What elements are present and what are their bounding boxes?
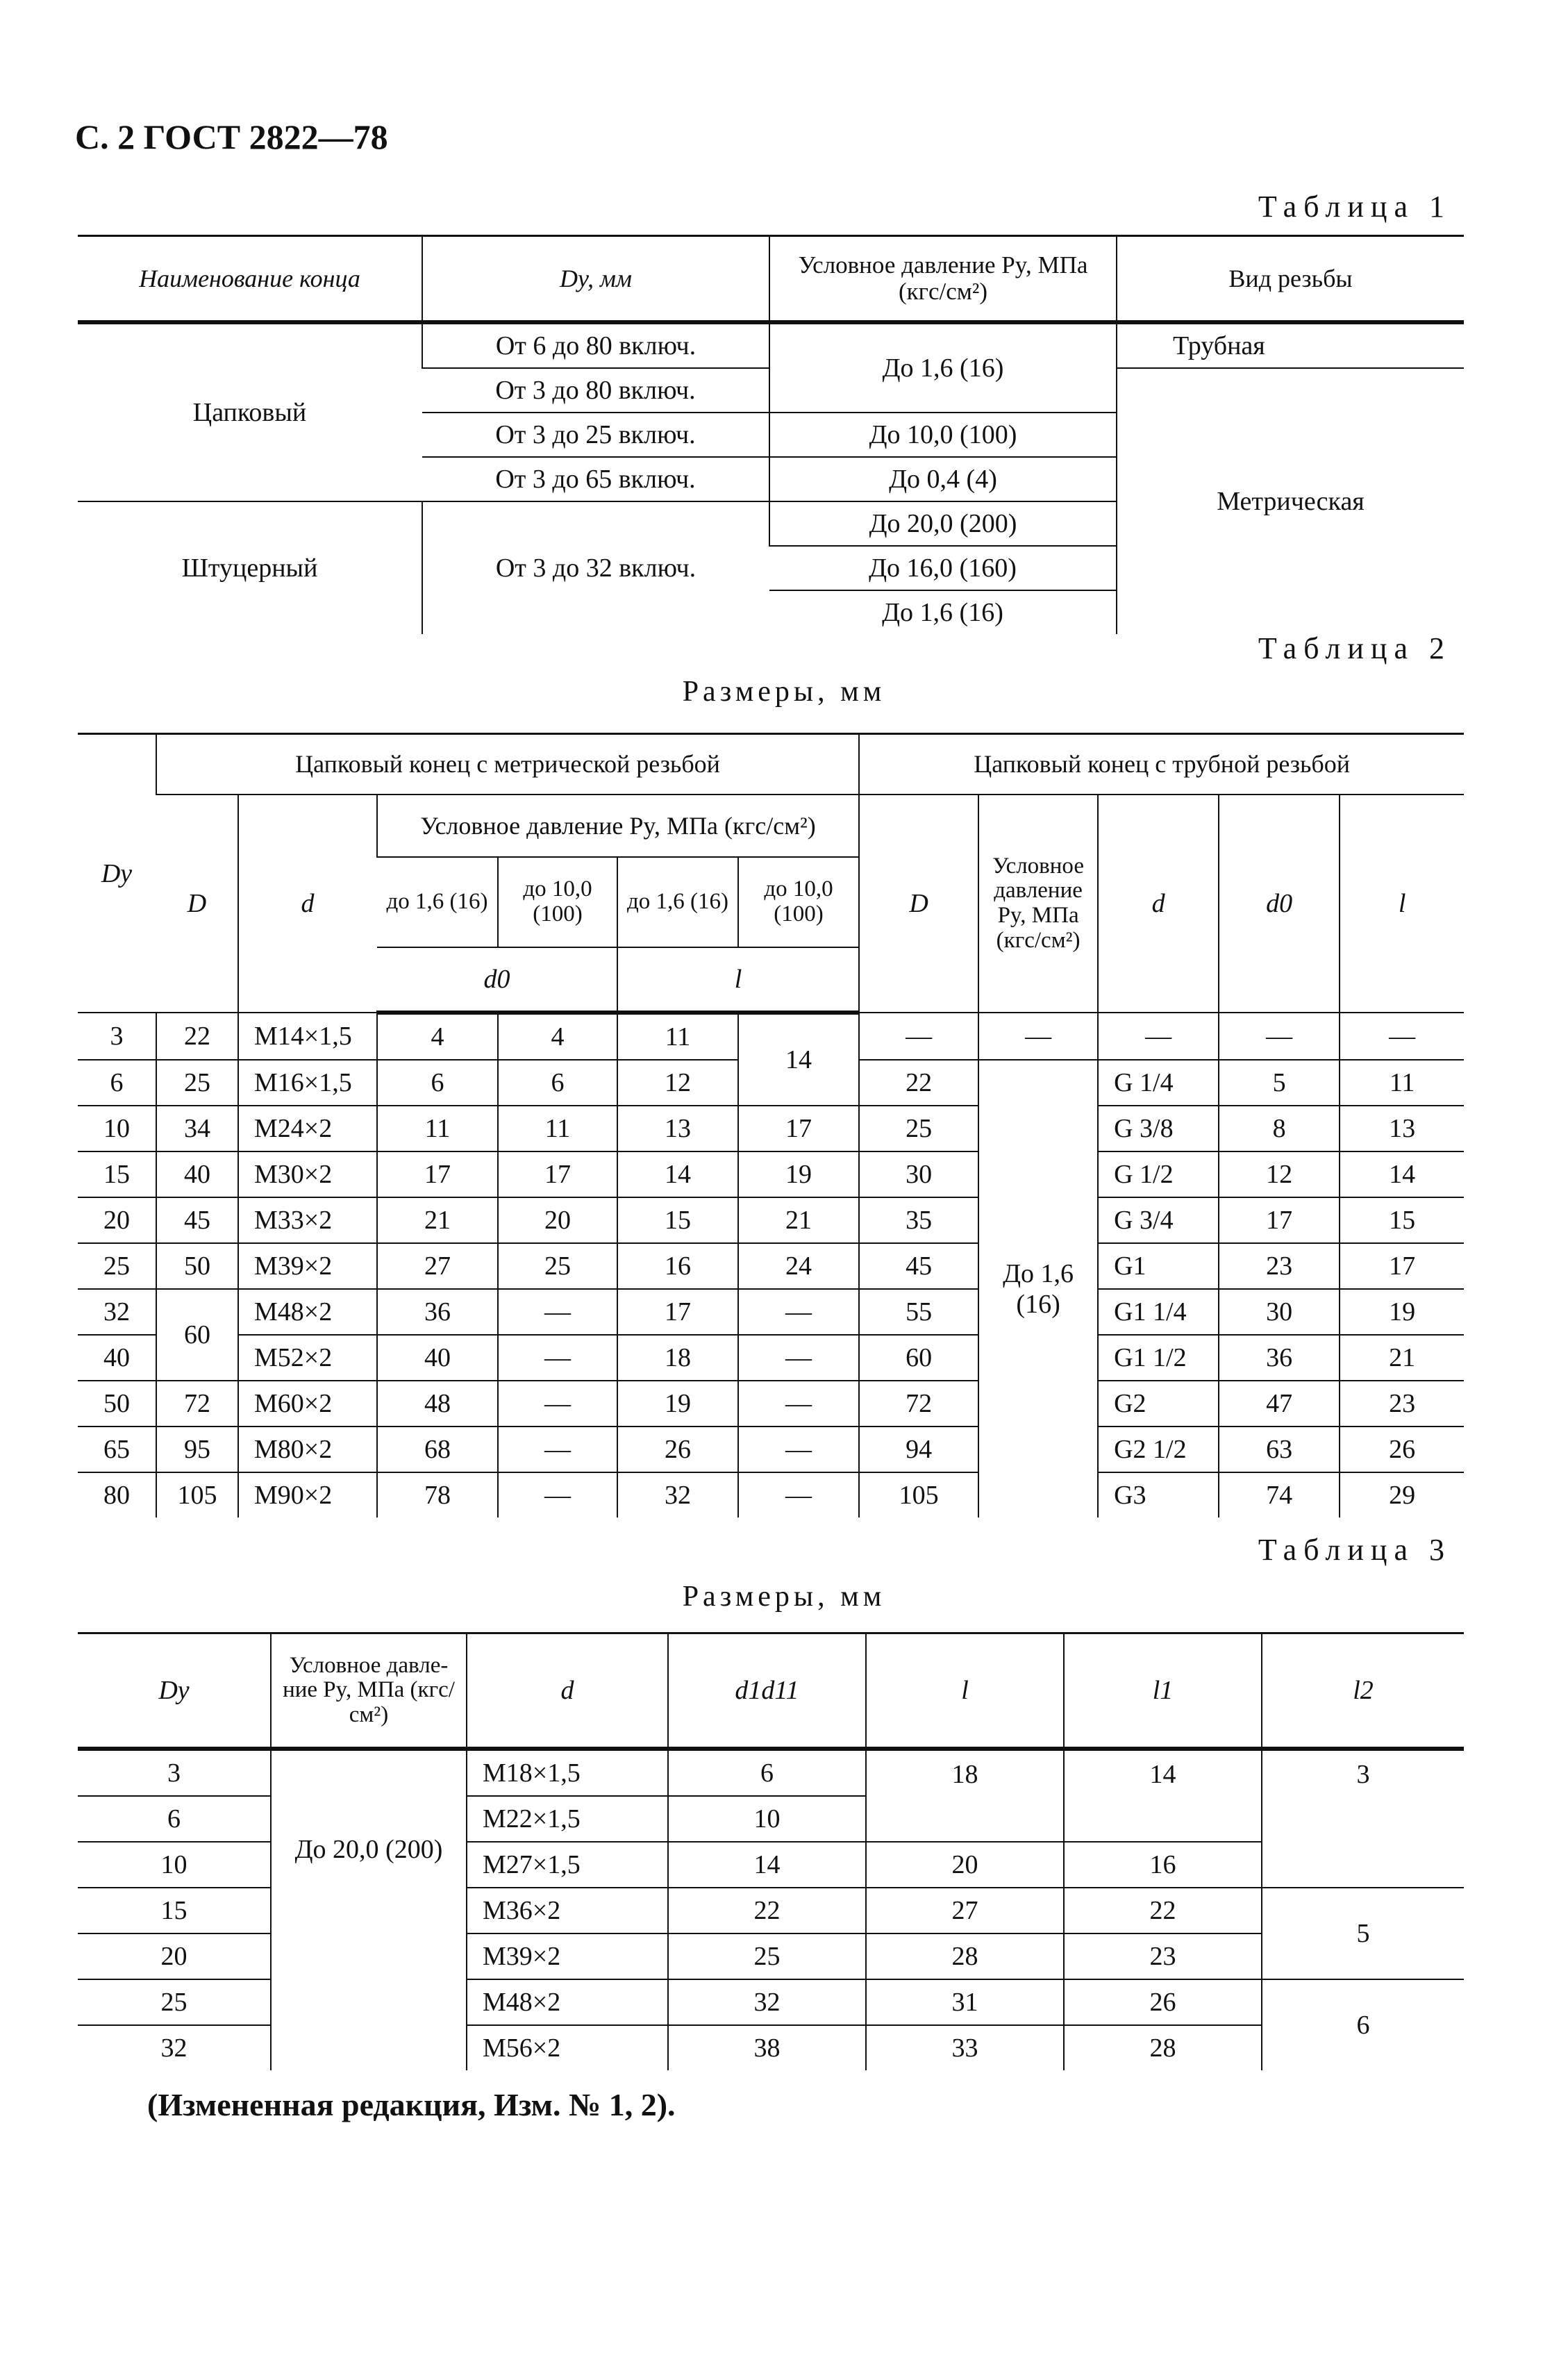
t3-header-l2: l2: [1262, 1633, 1464, 1749]
t3-cell: 32: [160, 2034, 187, 2063]
t2-cell: 40: [156, 1151, 238, 1197]
t2-header-d: d: [238, 795, 377, 1013]
t3-cell: 10: [78, 1842, 271, 1888]
t2-header-pressure: Условное давление Py, МПа (кгс/см²): [377, 795, 859, 857]
t2-cell: 20: [78, 1197, 156, 1243]
t2-cell: —: [738, 1289, 859, 1335]
t2-cell: —: [1219, 1013, 1340, 1060]
t2-cell: 48: [377, 1381, 498, 1427]
t2-cell: G2 1/2: [1098, 1427, 1219, 1472]
t3-cell: 20: [866, 1842, 1064, 1888]
t2-cell: 25: [498, 1243, 617, 1289]
t2-cell: 78: [377, 1472, 498, 1517]
t3-cell-l-merged: 18: [866, 1749, 1064, 1842]
t2-cell: 11: [1340, 1060, 1464, 1106]
t3-header-d1: d1d11: [668, 1633, 866, 1749]
t3-cell: 14: [668, 1842, 866, 1888]
t1-cell-pipe: Трубная: [1117, 322, 1464, 368]
t1-cell-p4: До 0,4 (4): [769, 457, 1117, 501]
t2-cell: 105: [859, 1472, 978, 1517]
t2-cell: —: [498, 1381, 617, 1427]
t2-cell: 50: [78, 1381, 156, 1427]
t2-header-p16b: до 1,6 (16): [617, 857, 738, 947]
t2-header-p16a: до 1,6 (16): [377, 857, 498, 947]
t2-cell: 45: [859, 1243, 978, 1289]
t2-cell: 3: [78, 1013, 156, 1060]
t2-cell: 95: [156, 1427, 238, 1472]
table3-caption: Таблица 3: [1258, 1533, 1451, 1567]
t2-cell: G 3/8: [1098, 1106, 1219, 1151]
t2-header-l: l: [617, 947, 859, 1013]
t3-cell: M18×1,5: [467, 1749, 668, 1796]
t3-cell: 6: [668, 1749, 866, 1796]
t2-cell: 15: [1340, 1197, 1464, 1243]
t2-cell: —: [1340, 1013, 1464, 1060]
t2-cell: 17: [617, 1289, 738, 1335]
t2-cell: 11: [377, 1106, 498, 1151]
t2-cell: 15: [78, 1151, 156, 1197]
t2-cell: G 1/4: [1098, 1060, 1219, 1106]
t2-cell: M90×2: [238, 1472, 377, 1517]
t2-cell: 34: [156, 1106, 238, 1151]
t2-cell: —: [498, 1472, 617, 1517]
t1-cell-dy3: От 3 до 25 включ.: [422, 413, 769, 457]
t2-cell: 80: [103, 1481, 130, 1510]
t2-cell: 14: [1340, 1151, 1464, 1197]
table3-units: Размеры, мм: [682, 1581, 886, 1613]
t2-cell: 6: [498, 1060, 617, 1106]
t3-cell-l2-merged-b: 5: [1262, 1888, 1464, 1979]
t2-cell: 20: [498, 1197, 617, 1243]
t3-cell: 16: [1064, 1842, 1262, 1888]
t3-cell: 28: [1064, 2025, 1262, 2070]
t2-cell: 68: [377, 1427, 498, 1472]
t2-cell: M14×1,5: [238, 1013, 377, 1060]
t2-cell: 23: [1219, 1243, 1340, 1289]
t2-cell: 74: [1219, 1472, 1340, 1517]
t2-cell: 17: [377, 1151, 498, 1197]
t2-cell: 94: [859, 1427, 978, 1472]
t2-cell: 32: [617, 1472, 738, 1517]
t2-header-D: D: [156, 795, 238, 1013]
t3-cell: 15: [78, 1888, 271, 1933]
t2-header-p100a: до 10,0 (100): [498, 857, 617, 947]
t2-cell: 19: [617, 1381, 738, 1427]
t1-cell-metric: Метрическая: [1117, 368, 1464, 634]
t3-cell: M48×2: [467, 1979, 668, 2025]
t1-cell-shtutserny: Штуцерный: [181, 554, 318, 583]
t2-header-p100b: до 10,0 (100): [738, 857, 859, 947]
t3-header-dy: Dy: [78, 1633, 271, 1749]
t2-cell-D-merged: 60: [156, 1289, 238, 1381]
t1-cell-p5: До 20,0 (200): [769, 501, 1117, 546]
t2-cell: 36: [377, 1289, 498, 1335]
t2-cell: 35: [859, 1197, 978, 1243]
t3-cell-l2-merged-a: 3: [1262, 1749, 1464, 1888]
t2-cell: 32: [78, 1289, 156, 1335]
t2-cell: —: [498, 1289, 617, 1335]
t2-cell: 22: [156, 1013, 238, 1060]
t2-cell: M80×2: [238, 1427, 377, 1472]
t3-cell: 31: [866, 1979, 1064, 2025]
t2-cell: 72: [156, 1381, 238, 1427]
t2-cell: G2: [1098, 1381, 1219, 1427]
t1-header-pressure: Условное давление Py, МПа (кгс/см²): [769, 236, 1117, 323]
t2-cell: G 1/2: [1098, 1151, 1219, 1197]
t2-cell: 4: [377, 1013, 498, 1060]
t2-cell: 21: [1340, 1335, 1464, 1381]
t2-cell: 6: [78, 1060, 156, 1106]
t3-header-l: l: [866, 1633, 1064, 1749]
t2-cell: G1 1/2: [1098, 1335, 1219, 1381]
t2-cell-pipe-pressure-merged: До 1,6 (16): [978, 1060, 1098, 1517]
t2-cell: 55: [859, 1289, 978, 1335]
page-header: С. 2 ГОСТ 2822—78: [75, 117, 388, 156]
t3-cell: 10: [668, 1796, 866, 1842]
t3-cell: M56×2: [467, 2025, 668, 2070]
t2-cell: 30: [1219, 1289, 1340, 1335]
t2-cell: 17: [498, 1151, 617, 1197]
t2-cell: 11: [498, 1106, 617, 1151]
t2-cell: —: [738, 1381, 859, 1427]
t2-cell: 26: [617, 1427, 738, 1472]
t3-cell: 6: [78, 1796, 271, 1842]
t3-cell: 26: [1064, 1979, 1262, 2025]
t2-cell: 13: [1340, 1106, 1464, 1151]
t2-cell: —: [978, 1013, 1098, 1060]
t2-cell: —: [738, 1335, 859, 1381]
t2-cell: 25: [859, 1106, 978, 1151]
t2-cell: 47: [1219, 1381, 1340, 1427]
table2-caption: Таблица 2: [1258, 631, 1451, 665]
t1-cell-tsapkovy: Цапковый: [78, 322, 422, 501]
t2-cell: 29: [1340, 1472, 1464, 1517]
t1-cell-dy4: От 3 до 65 включ.: [422, 457, 769, 501]
footnote: (Измененная редакция, Изм. № 1, 2).: [147, 2087, 676, 2122]
t2-cell: 15: [617, 1197, 738, 1243]
t3-cell-pressure-merged: До 20,0 (200): [271, 1749, 467, 2070]
t3-cell: 33: [866, 2025, 1064, 2070]
t2-cell: 14: [617, 1151, 738, 1197]
t2-cell: M33×2: [238, 1197, 377, 1243]
t1-header-dy: Dy, мм: [422, 236, 769, 323]
t2-cell: 18: [617, 1335, 738, 1381]
t3-cell: 20: [78, 1933, 271, 1979]
table3: [78, 1632, 1464, 2070]
t2-cell: 19: [1340, 1289, 1464, 1335]
t2-cell: 27: [377, 1243, 498, 1289]
t2-cell: 65: [78, 1427, 156, 1472]
t2-cell-l100-merged: 14: [738, 1013, 859, 1106]
t2-cell: 8: [1219, 1106, 1340, 1151]
t2-cell: 10: [78, 1106, 156, 1151]
t2-cell: 50: [156, 1243, 238, 1289]
t2-cell: 11: [617, 1013, 738, 1060]
t2-cell: 22: [859, 1060, 978, 1106]
t2-cell: 36: [1219, 1335, 1340, 1381]
t3-cell: 38: [668, 2025, 866, 2070]
t2-header-d02: d0: [1219, 795, 1340, 1013]
t1-cell-dy5: От 3 до 32 включ.: [422, 501, 769, 634]
t2-header-pressure2: Условное давление Py, МПа (кгс/см²): [978, 795, 1098, 1013]
t2-cell: G1 1/4: [1098, 1289, 1219, 1335]
t1-cell-p6: До 16,0 (160): [769, 546, 1117, 590]
t3-header-l1: l1: [1064, 1633, 1262, 1749]
t2-header-l2: l: [1340, 795, 1464, 1013]
t3-cell: 25: [668, 1933, 866, 1979]
t2-cell: 25: [156, 1060, 238, 1106]
t1-header-name: Наименование конца: [78, 236, 422, 323]
t2-cell: 45: [156, 1197, 238, 1243]
t3-cell: 22: [668, 1888, 866, 1933]
t3-cell-l1-merged: 14: [1064, 1749, 1262, 1842]
t2-cell: 21: [377, 1197, 498, 1243]
t2-cell: 25: [78, 1243, 156, 1289]
t3-header-d: d: [467, 1633, 668, 1749]
t2-cell: G 3/4: [1098, 1197, 1219, 1243]
t2-cell: 40: [78, 1335, 156, 1381]
t2-cell: 16: [617, 1243, 738, 1289]
t2-cell: G1: [1098, 1243, 1219, 1289]
t2-cell: 105: [156, 1472, 238, 1517]
t2-cell: M52×2: [238, 1335, 377, 1381]
t2-cell: 23: [1340, 1381, 1464, 1427]
t2-header-d2: d: [1098, 795, 1219, 1013]
t2-cell: 21: [738, 1197, 859, 1243]
t2-cell: M24×2: [238, 1106, 377, 1151]
t2-cell: 5: [1219, 1060, 1340, 1106]
t2-cell: 17: [738, 1106, 859, 1151]
t2-header-pipe-group: Цапковый конец с трубной резьбой: [859, 734, 1464, 795]
t2-cell: M16×1,5: [238, 1060, 377, 1106]
t2-cell: 63: [1219, 1427, 1340, 1472]
t3-header-pressure: Условное давле-ние Py, МПа (кгс/см²): [271, 1633, 467, 1749]
t2-cell: 12: [1219, 1151, 1340, 1197]
t2-cell: 60: [859, 1335, 978, 1381]
t2-cell: 12: [617, 1060, 738, 1106]
t2-cell: —: [1098, 1013, 1219, 1060]
t2-cell: 40: [377, 1335, 498, 1381]
t2-cell: —: [498, 1335, 617, 1381]
t3-cell: M27×1,5: [467, 1842, 668, 1888]
t3-cell: M39×2: [467, 1933, 668, 1979]
t2-cell: 13: [617, 1106, 738, 1151]
t2-cell: 19: [738, 1151, 859, 1197]
t2-cell: —: [859, 1013, 978, 1060]
table2-units: Размеры, мм: [682, 676, 886, 708]
t3-cell: 28: [866, 1933, 1064, 1979]
t2-header-D2: D: [859, 795, 978, 1013]
t1-cell-p7: До 1,6 (16): [882, 598, 1003, 627]
t2-cell: 26: [1340, 1427, 1464, 1472]
t2-cell: M60×2: [238, 1381, 377, 1427]
t3-cell: 27: [866, 1888, 1064, 1933]
table2: [78, 733, 1464, 1517]
t2-cell: M48×2: [238, 1289, 377, 1335]
t3-cell-l2-merged-c: 6: [1262, 1979, 1464, 2070]
t3-cell: M22×1,5: [467, 1796, 668, 1842]
t2-cell: 30: [859, 1151, 978, 1197]
t2-header-metric-group: Цапковый конец с метрической резьбой: [156, 734, 859, 795]
t2-cell: 6: [377, 1060, 498, 1106]
t1-cell-p1: До 1,6 (16): [769, 322, 1117, 413]
table1-caption: Таблица 1: [1258, 190, 1451, 224]
t3-cell: 3: [78, 1749, 271, 1796]
table1: [78, 235, 1464, 634]
t1-cell-p3: До 10,0 (100): [769, 413, 1117, 457]
t2-cell: 17: [1340, 1243, 1464, 1289]
t2-header-d0: d0: [377, 947, 617, 1013]
t2-cell: M39×2: [238, 1243, 377, 1289]
t3-cell: 22: [1064, 1888, 1262, 1933]
t1-header-thread: Вид резьбы: [1117, 236, 1464, 323]
t3-cell: 32: [668, 1979, 866, 2025]
t2-cell: —: [498, 1427, 617, 1472]
t1-cell-dy1: От 6 до 80 включ.: [422, 322, 769, 368]
t3-cell: 25: [78, 1979, 271, 2025]
t3-cell: M36×2: [467, 1888, 668, 1933]
t2-cell: —: [738, 1472, 859, 1517]
t1-cell-dy2: От 3 до 80 включ.: [422, 368, 769, 413]
t2-cell: 17: [1219, 1197, 1340, 1243]
t2-cell: 4: [498, 1013, 617, 1060]
t2-cell: M30×2: [238, 1151, 377, 1197]
t2-cell: 24: [738, 1243, 859, 1289]
t2-header-dy: Dy: [78, 734, 156, 1013]
t2-cell: G3: [1098, 1472, 1219, 1517]
t2-cell: —: [738, 1427, 859, 1472]
t2-cell: 72: [859, 1381, 978, 1427]
t3-cell: 23: [1064, 1933, 1262, 1979]
